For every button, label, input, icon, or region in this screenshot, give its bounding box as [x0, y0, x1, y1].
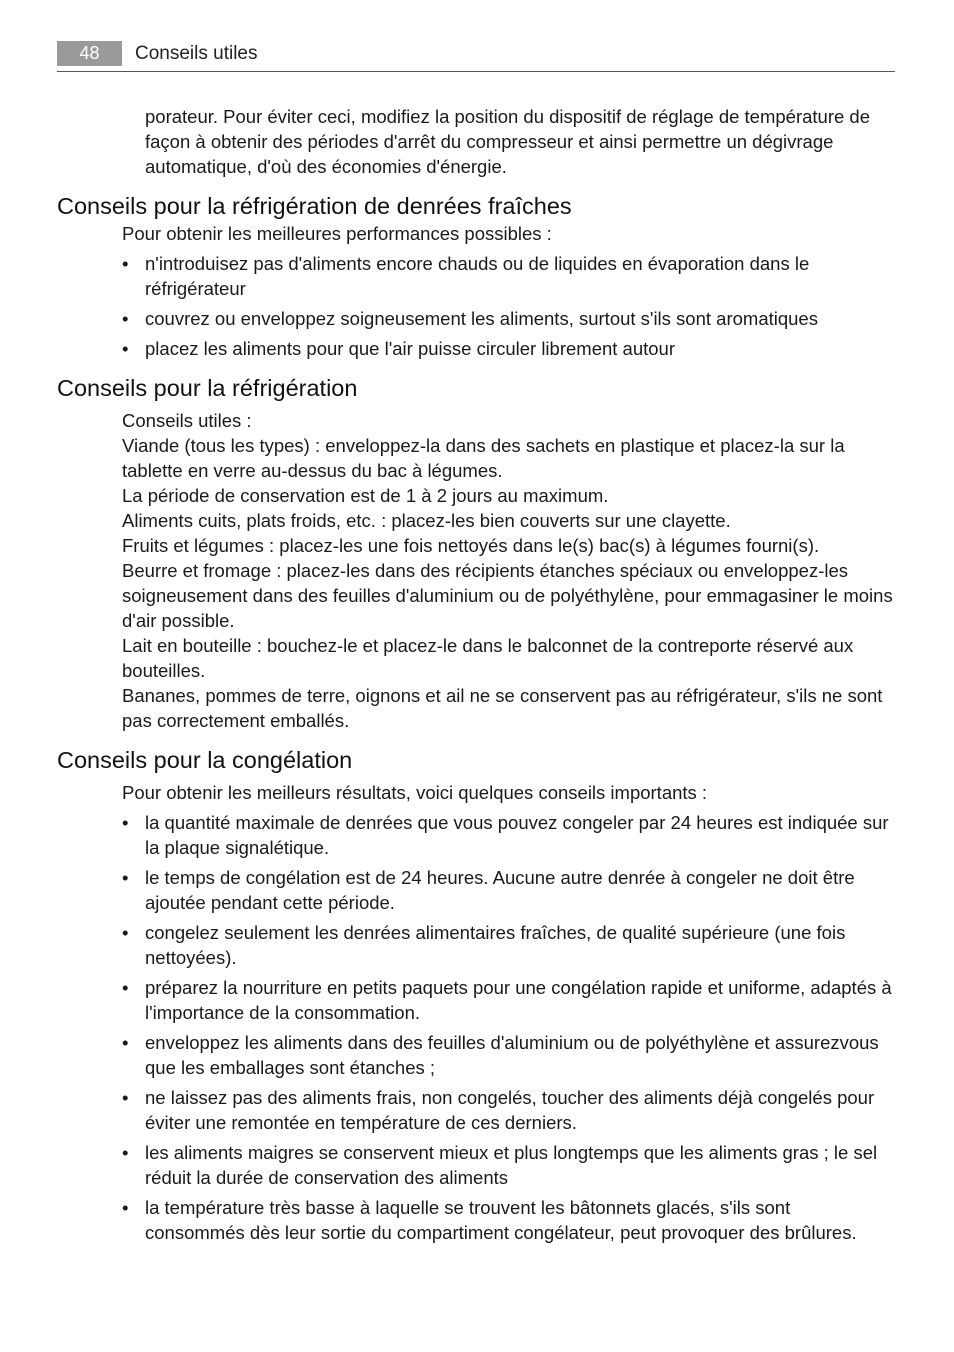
paragraph-line: La période de conservation est de 1 à 2 jours au maximum.	[122, 485, 609, 506]
bullet-icon: •	[122, 977, 129, 998]
list-item: • n'introduisez pas d'aliments encore chauds ou de liquides en évaporation dans le réfrigérateur	[122, 253, 810, 299]
bullet-icon: •	[122, 867, 129, 888]
intro-paragraph: porateur. Pour éviter ceci, modifiez la position du dispositif de réglage de température de façon à obtenir des périodes d'arrêt du compresseur et ainsi permettre un dégivrage automatique, d'où des économies d'énergie.	[145, 106, 870, 177]
section-refrigeration	[57, 373, 895, 733]
bullet-icon: •	[122, 922, 129, 943]
page-number: 48	[57, 41, 122, 66]
section-body	[122, 780, 895, 1245]
bullet-list	[122, 810, 895, 1245]
bullet-icon: •	[122, 1032, 129, 1053]
list-item: • préparez la nourriture en petits paquets pour une congélation rapide et uniforme, adaptés à l'importance de la consommation.	[122, 977, 892, 1023]
section-freezing	[57, 745, 895, 1245]
list-item: • ne laissez pas des aliments frais, non congelés, toucher des aliments déjà congelés pour éviter une remontée en température de ces derniers.	[122, 1087, 875, 1133]
section-body	[122, 408, 895, 733]
paragraph-line: Bananes, pommes de terre, oignons et ail ne se conservent pas au réfrigérateur, s'ils ne sont pas correctement emballés.	[122, 685, 883, 731]
list-item: • la quantité maximale de denrées que vous pouvez congeler par 24 heures est indiquée sur la plaque signalétique.	[122, 812, 889, 858]
list-item: • couvrez ou enveloppez soigneusement les aliments, surtout s'ils sont aromatiques	[122, 308, 818, 329]
section-heading: Conseils pour la congélation	[57, 747, 353, 773]
bullet-icon: •	[122, 338, 129, 359]
list-item: • placez les aliments pour que l'air puisse circuler librement autour	[122, 338, 676, 359]
paragraph-line: Viande (tous les types) : enveloppez-la dans des sachets en plastique et placez-la sur la tablette en verre au-dessus du bac à légumes.	[122, 435, 845, 481]
bullet-list	[122, 251, 895, 361]
list-item: • les aliments maigres se conservent mieux et plus longtemps que les aliments gras ; le sel réduit la durée de conservation des aliments	[122, 1142, 878, 1188]
running-title: Conseils utiles	[135, 43, 258, 64]
page-header	[57, 41, 895, 72]
section-lead: Pour obtenir les meilleures performances possibles :	[122, 223, 552, 244]
section-fresh-food	[57, 191, 895, 361]
bullet-icon: •	[122, 253, 129, 274]
section-heading: Conseils pour la réfrigération	[57, 375, 358, 401]
list-item: • congelez seulement les denrées alimentaires fraîches, de qualité supérieure (une fois nettoyées).	[122, 922, 846, 968]
paragraph-line: Conseils utiles :	[122, 410, 252, 431]
section-body	[122, 221, 895, 361]
list-item: • le temps de congélation est de 24 heures. Aucune autre denrée à congeler ne doit être ajoutée pendant cette période.	[122, 867, 855, 913]
bullet-icon: •	[122, 308, 129, 329]
list-item: • enveloppez les aliments dans des feuilles d'aluminium ou de polyéthylène et assurezvous que les emballages sont étanches ;	[122, 1032, 879, 1078]
section-heading: Conseils pour la réfrigération de denrées fraîches	[57, 193, 572, 219]
paragraph-line: Lait en bouteille : bouchez-le et placez-le dans le balconnet de la contreporte réservé aux bouteilles.	[122, 635, 854, 681]
bullet-icon: •	[122, 812, 129, 833]
paragraph-line: Fruits et légumes : placez-les une fois nettoyés dans le(s) bac(s) à légumes fourni(s).	[122, 535, 820, 556]
bullet-icon: •	[122, 1142, 129, 1163]
bullet-icon: •	[122, 1087, 129, 1108]
bullet-icon: •	[122, 1197, 129, 1218]
section-lead: Pour obtenir les meilleurs résultats, voici quelques conseils importants :	[122, 782, 708, 803]
page-content	[57, 104, 895, 1250]
paragraph-line: Aliments cuits, plats froids, etc. : placez-les bien couverts sur une clayette.	[122, 510, 731, 531]
paragraph-line: Beurre et fromage : placez-les dans des récipients étanches spéciaux ou enveloppez-les soigneusement dans des feuilles d'aluminium ou de polyéthylène, pour emmagasiner le moins d'air possible.	[122, 560, 893, 631]
list-item: • la température très basse à laquelle se trouvent les bâtonnets glacés, s'ils sont consommés dès leur sortie du compartiment congélateur, peut provoquer des brûlures.	[122, 1197, 857, 1243]
